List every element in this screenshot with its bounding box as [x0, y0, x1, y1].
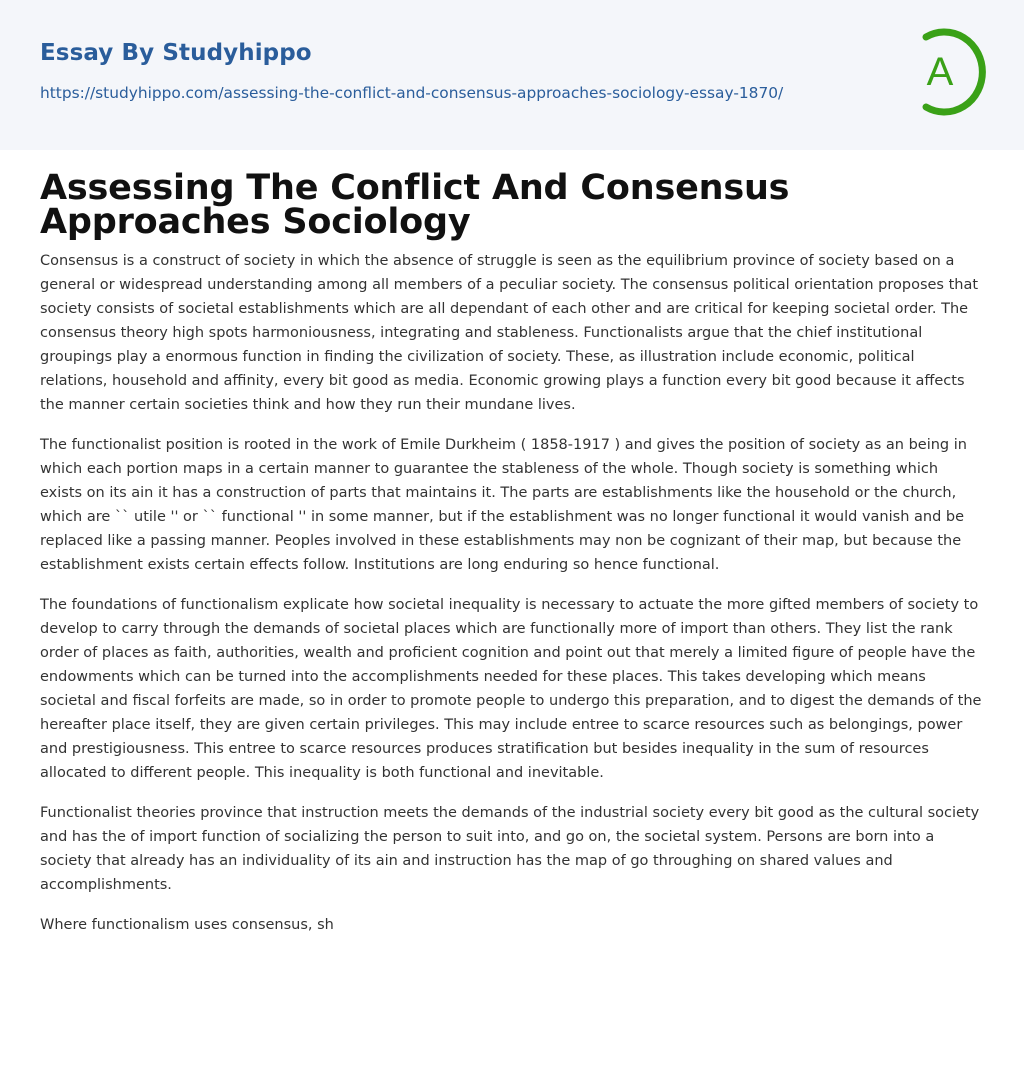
- article-paragraph: The foundations of functionalism explicate how societal inequality is necessary to actuate the more gifted members of society to develop to carry through the demands of societal places which are functionally more of import than others. They list the rank order of places as faith, authorities, wealth and proficient cognition and point out that merely a limited figure of people have the endowments which can be turned into the accomplishments needed for these places. This takes developing which means societal and fiscal forfeits are made, so in order to promote people to undergo this preparation, and to digest the demands of the hereafter place itself, they are given certain privileges. This may include entree to scarce resources such as belongings, power and prestigiousness. This entree to scarce resources produces stratification but besides inequality in the sum of resources allocated to different people. This inequality is both functional and inevitable.: [40, 597, 982, 781]
- studyhippo-logo-icon[interactable]: [904, 28, 988, 116]
- article-paragraph: Functionalist theories province that instruction meets the demands of the industrial society every bit good as the cultural society and has the of import function of socializing the person to suit into, and go on, the societal system. Persons are born into a society that already has an individuality of its ain and instruction has the map of go throughing on shared values and accomplishments.: [40, 805, 980, 893]
- brand-name: Essay By Studyhippo: [40, 40, 312, 66]
- article: [0, 168, 1024, 937]
- article-title: Assessing The Conflict And Consensus Approaches Sociology: [40, 168, 790, 242]
- article-paragraph: Consensus is a construct of society in which the absence of struggle is seen as the equilibrium province of society based on a general or widespread understanding among all members of a peculiar society. The consensus political orientation proposes that society consists of societal establishments which are all dependant of each other and are critical for keeping societal order. The consensus theory high spots harmoniousness, integrating and stableness. Functionalists argue that the chief institutional groupings play a enormous function in finding the civilization of society. These, as illustration include economic, political relations, household and affinity, every bit good as media. Economic growing plays a function every bit good because it affects the manner certain societies think and how they run their mundane lives.: [40, 253, 979, 413]
- site-header: [0, 0, 1024, 150]
- source-url-link[interactable]: https://studyhippo.com/assessing-the-conflict-and-consensus-approaches-sociology-essay-1870/: [40, 84, 784, 102]
- article-paragraph-truncated: Where functionalism uses consensus, sh: [40, 917, 334, 933]
- article-paragraph: The functionalist position is rooted in the work of Emile Durkheim ( 1858-1917 ) and gives the position of society as an being in which each portion maps in a certain manner to guarantee the stableness of the whole. Though society is something which exists on its ain it has a construction of parts that maintains it. The parts are establishments like the household or the church, which are `` utile '' or `` functional '' in some manner, but if the establishment was no longer functional it would vanish and be replaced like a passing manner. Peoples involved in these establishments may non be cognizant of their map, but because the establishment exists certain effects follow. Institutions are long enduring so hence functional.: [40, 437, 967, 573]
- logo-letter: A: [926, 50, 954, 94]
